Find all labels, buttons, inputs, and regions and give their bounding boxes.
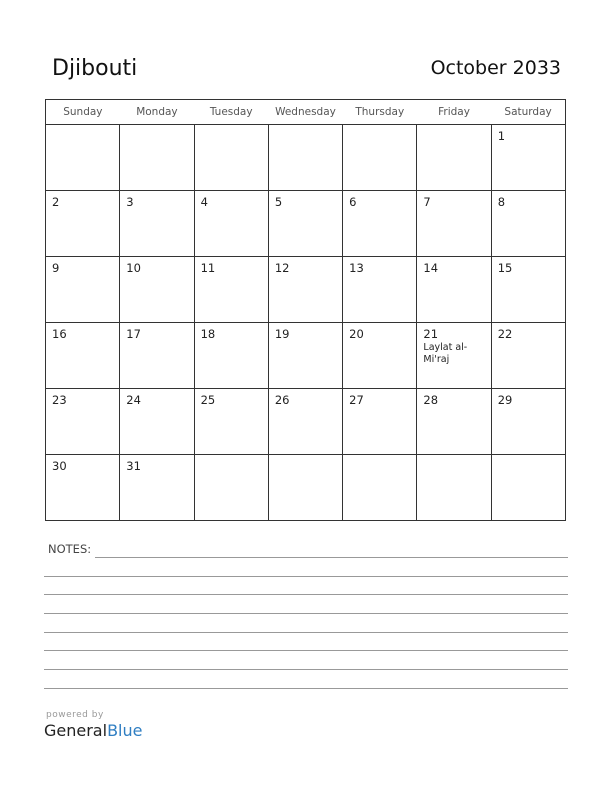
day-number: 31 <box>126 459 141 473</box>
day-number: 25 <box>200 393 216 407</box>
week-row <box>46 389 566 455</box>
day-number: 15 <box>497 261 513 275</box>
notes-line <box>44 650 568 651</box>
day-cell[interactable] <box>343 323 417 389</box>
day-number: 7 <box>423 195 431 209</box>
day-number: 8 <box>497 195 506 209</box>
day-cell[interactable] <box>120 191 194 257</box>
calendar-month-title: October 2033 <box>430 57 561 79</box>
weekday-header: Tuesday <box>194 100 268 125</box>
week-row <box>46 191 566 257</box>
day-number: 19 <box>274 327 290 341</box>
brand-text-blue: Blue <box>107 721 143 740</box>
day-number: 26 <box>274 393 290 407</box>
day-cell[interactable] <box>120 257 194 323</box>
day-cell[interactable] <box>491 323 565 389</box>
week-row <box>46 323 566 389</box>
notes-line <box>44 688 568 689</box>
day-cell[interactable] <box>120 455 194 521</box>
day-number: 28 <box>423 393 439 407</box>
day-number: 23 <box>52 393 67 407</box>
day-number: 30 <box>52 459 67 473</box>
day-cell[interactable] <box>268 389 342 455</box>
notes-line <box>44 613 568 614</box>
day-cell[interactable] <box>491 191 565 257</box>
day-cell[interactable] <box>491 455 565 521</box>
week-row <box>46 257 566 323</box>
notes-line <box>44 669 568 670</box>
day-number: 12 <box>274 261 290 275</box>
calendar-grid <box>45 99 566 521</box>
notes-line <box>44 576 568 577</box>
day-cell[interactable] <box>491 125 565 191</box>
day-number: 10 <box>126 261 141 275</box>
day-cell[interactable] <box>46 455 120 521</box>
day-cell[interactable] <box>268 455 342 521</box>
notes-line <box>44 632 568 633</box>
day-cell[interactable] <box>46 389 120 455</box>
day-cell[interactable] <box>194 125 268 191</box>
weekday-header: Saturday <box>491 100 565 125</box>
day-cell[interactable] <box>120 125 194 191</box>
week-row <box>46 455 566 521</box>
weekday-header: Monday <box>120 100 194 125</box>
weekday-header: Sunday <box>46 100 120 125</box>
day-number: 21 <box>423 327 439 341</box>
day-number: 27 <box>349 393 364 407</box>
day-cell[interactable] <box>343 389 417 455</box>
notes-line <box>95 557 568 558</box>
day-number: 5 <box>274 195 283 209</box>
day-number: 20 <box>349 327 364 341</box>
day-cell[interactable] <box>194 389 268 455</box>
weekday-header-row <box>46 100 566 125</box>
day-number: 17 <box>126 327 141 341</box>
day-cell[interactable] <box>268 257 342 323</box>
notes-line <box>44 594 568 595</box>
day-number: 24 <box>126 393 141 407</box>
weekday-header: Thursday <box>343 100 417 125</box>
weekday-header: Wednesday <box>268 100 342 125</box>
day-number: 6 <box>349 195 357 209</box>
day-number: 4 <box>200 195 208 209</box>
day-number: 14 <box>423 261 439 275</box>
day-cell[interactable] <box>491 389 565 455</box>
day-cell[interactable] <box>268 125 342 191</box>
day-cell[interactable] <box>417 125 491 191</box>
day-cell[interactable] <box>194 257 268 323</box>
day-cell[interactable] <box>343 125 417 191</box>
day-cell[interactable] <box>46 191 120 257</box>
day-cell[interactable] <box>417 455 491 521</box>
week-row <box>46 125 566 191</box>
brand-text-general: General <box>44 721 108 740</box>
day-cell[interactable] <box>343 191 417 257</box>
day-number: 13 <box>349 261 364 275</box>
day-cell[interactable] <box>417 323 491 389</box>
day-cell[interactable] <box>46 125 120 191</box>
day-cell[interactable] <box>194 191 268 257</box>
day-cell[interactable] <box>120 323 194 389</box>
day-cell[interactable] <box>417 389 491 455</box>
calendar-country-title: Djibouti <box>52 56 138 81</box>
day-number: 29 <box>497 393 513 407</box>
day-cell[interactable] <box>343 455 417 521</box>
day-cell[interactable] <box>120 389 194 455</box>
day-cell[interactable] <box>343 257 417 323</box>
day-number: 22 <box>497 327 513 341</box>
day-cell[interactable] <box>194 455 268 521</box>
day-number: 9 <box>52 261 60 275</box>
powered-by-text: powered by <box>46 710 104 720</box>
day-cell[interactable] <box>417 191 491 257</box>
day-cell[interactable] <box>194 323 268 389</box>
day-cell[interactable] <box>417 257 491 323</box>
day-cell[interactable] <box>268 323 342 389</box>
weekday-header: Friday <box>417 100 491 125</box>
day-number: 3 <box>126 195 134 209</box>
holiday-label: Laylat al-Mi'raj <box>423 342 468 365</box>
day-number: 2 <box>52 195 60 209</box>
day-cell[interactable] <box>46 257 120 323</box>
day-number: 18 <box>200 327 216 341</box>
day-number: 11 <box>200 261 216 275</box>
brand-logo[interactable] <box>44 721 142 740</box>
day-cell[interactable] <box>491 257 565 323</box>
day-cell[interactable] <box>46 323 120 389</box>
day-number: 1 <box>497 129 506 143</box>
notes-label: NOTES: <box>48 542 92 556</box>
day-number: 16 <box>52 327 67 341</box>
day-cell[interactable] <box>268 191 342 257</box>
